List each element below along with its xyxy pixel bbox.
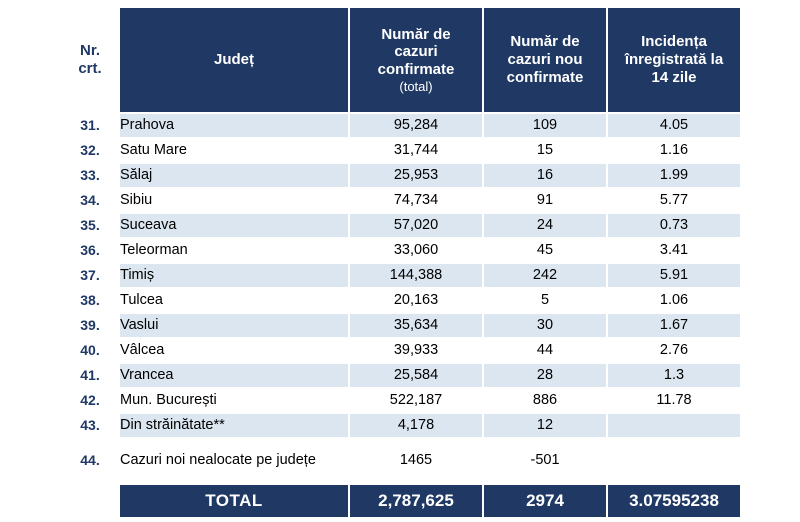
row-index: 44. xyxy=(61,438,119,484)
row-index: 34. xyxy=(61,188,119,213)
header-row xyxy=(61,7,741,113)
row-new-cases: 28 xyxy=(483,363,607,388)
row-index: 43. xyxy=(61,413,119,438)
row-county: Vaslui xyxy=(119,313,349,338)
row-incidence: 5.77 xyxy=(607,188,741,213)
row-confirmed-total: 25,584 xyxy=(349,363,483,388)
row-incidence xyxy=(607,438,741,484)
row-confirmed-total: 20,163 xyxy=(349,288,483,313)
column-header-judet-label: Județ xyxy=(213,51,254,69)
column-header-confirmate xyxy=(349,7,483,113)
row-incidence xyxy=(607,413,741,438)
row-incidence: 1.3 xyxy=(607,363,741,388)
row-index: 35. xyxy=(61,213,119,238)
column-header-cazuri-noi-line3: confirmate xyxy=(506,68,584,86)
total-new-cases: 2974 xyxy=(483,484,607,518)
column-header-incidenta-line2: înregistrată la xyxy=(624,51,724,69)
table-row xyxy=(61,138,741,163)
row-confirmed-total: 522,187 xyxy=(349,388,483,413)
row-incidence: 4.05 xyxy=(607,113,741,138)
row-confirmed-total: 57,020 xyxy=(349,213,483,238)
column-header-confirmate-line1: Număr de xyxy=(381,25,451,43)
row-county: Timiș xyxy=(119,263,349,288)
column-header-confirmate-line4: (total) xyxy=(399,78,433,94)
table-footer xyxy=(61,484,741,518)
row-index: 38. xyxy=(61,288,119,313)
total-label: TOTAL xyxy=(119,484,349,518)
row-new-cases: 45 xyxy=(483,238,607,263)
total-confirmed: 2,787,625 xyxy=(349,484,483,518)
row-confirmed-total: 144,388 xyxy=(349,263,483,288)
column-header-cazuri-noi xyxy=(483,7,607,113)
row-new-cases: 16 xyxy=(483,163,607,188)
row-index: 36. xyxy=(61,238,119,263)
total-corner-empty xyxy=(61,484,119,518)
table-row xyxy=(61,388,741,413)
column-header-cazuri-noi-line1: Număr de xyxy=(510,33,580,51)
row-confirmed-total: 1465 xyxy=(349,438,483,484)
row-index: 33. xyxy=(61,163,119,188)
row-county: Suceava xyxy=(119,213,349,238)
row-new-cases: 109 xyxy=(483,113,607,138)
row-confirmed-total: 31,744 xyxy=(349,138,483,163)
row-new-cases: 12 xyxy=(483,413,607,438)
row-confirmed-total: 33,060 xyxy=(349,238,483,263)
row-confirmed-total: 35,634 xyxy=(349,313,483,338)
total-incidence: 3.07595238 xyxy=(607,484,741,518)
row-county: Vrancea xyxy=(119,363,349,388)
column-header-nr-line1: Nr. xyxy=(79,42,100,60)
table-row xyxy=(61,413,741,438)
row-incidence: 2.76 xyxy=(607,338,741,363)
row-index: 39. xyxy=(61,313,119,338)
table-row xyxy=(61,113,741,138)
row-incidence: 0.73 xyxy=(607,213,741,238)
total-row xyxy=(61,484,741,518)
row-county: Cazuri noi nealocate pe județe xyxy=(119,438,349,484)
table-row xyxy=(61,313,741,338)
row-county: Tulcea xyxy=(119,288,349,313)
column-header-nr-line2: crt. xyxy=(78,60,102,77)
table-row xyxy=(61,238,741,263)
row-county: Prahova xyxy=(119,113,349,138)
row-incidence: 1.67 xyxy=(607,313,741,338)
row-county: Teleorman xyxy=(119,238,349,263)
table-row xyxy=(61,338,741,363)
row-incidence: 1.99 xyxy=(607,163,741,188)
column-header-incidenta-line1: Incidența xyxy=(641,33,707,51)
column-header-incidenta xyxy=(607,7,741,113)
row-index: 40. xyxy=(61,338,119,363)
row-incidence: 1.16 xyxy=(607,138,741,163)
row-new-cases: 30 xyxy=(483,313,607,338)
row-new-cases: 44 xyxy=(483,338,607,363)
table-row xyxy=(61,188,741,213)
table-row xyxy=(61,263,741,288)
row-confirmed-total: 39,933 xyxy=(349,338,483,363)
row-new-cases: 91 xyxy=(483,188,607,213)
column-header-nr xyxy=(61,7,119,113)
row-county: Vâlcea xyxy=(119,338,349,363)
table-row xyxy=(61,288,741,313)
row-incidence: 1.06 xyxy=(607,288,741,313)
row-county: Din străinătate** xyxy=(119,413,349,438)
column-header-cazuri-noi-line2: cazuri nou xyxy=(507,51,583,69)
column-header-confirmate-line2: cazuri xyxy=(394,43,438,61)
row-new-cases: 242 xyxy=(483,263,607,288)
column-header-confirmate-line3: confirmate xyxy=(377,61,455,79)
row-county: Sălaj xyxy=(119,163,349,188)
table-row xyxy=(61,213,741,238)
row-new-cases: 886 xyxy=(483,388,607,413)
row-incidence: 11.78 xyxy=(607,388,741,413)
row-index: 37. xyxy=(61,263,119,288)
row-new-cases: 5 xyxy=(483,288,607,313)
row-new-cases: 24 xyxy=(483,213,607,238)
table-row xyxy=(61,363,741,388)
table-header xyxy=(61,7,741,113)
row-incidence: 5.91 xyxy=(607,263,741,288)
column-header-judet xyxy=(119,7,349,113)
row-confirmed-total: 4,178 xyxy=(349,413,483,438)
column-header-incidenta-line3: 14 zile xyxy=(651,68,697,86)
row-index: 42. xyxy=(61,388,119,413)
row-index: 31. xyxy=(61,113,119,138)
row-county: Mun. București xyxy=(119,388,349,413)
row-confirmed-total: 95,284 xyxy=(349,113,483,138)
table-row xyxy=(61,163,741,188)
row-county: Sibiu xyxy=(119,188,349,213)
table-row xyxy=(61,438,741,484)
row-index: 41. xyxy=(61,363,119,388)
table-body xyxy=(61,113,741,484)
row-index: 32. xyxy=(61,138,119,163)
row-confirmed-total: 25,953 xyxy=(349,163,483,188)
cases-by-county-table xyxy=(60,6,742,519)
row-incidence: 3.41 xyxy=(607,238,741,263)
row-county: Satu Mare xyxy=(119,138,349,163)
row-new-cases: 15 xyxy=(483,138,607,163)
row-new-cases: -501 xyxy=(483,438,607,484)
row-confirmed-total: 74,734 xyxy=(349,188,483,213)
